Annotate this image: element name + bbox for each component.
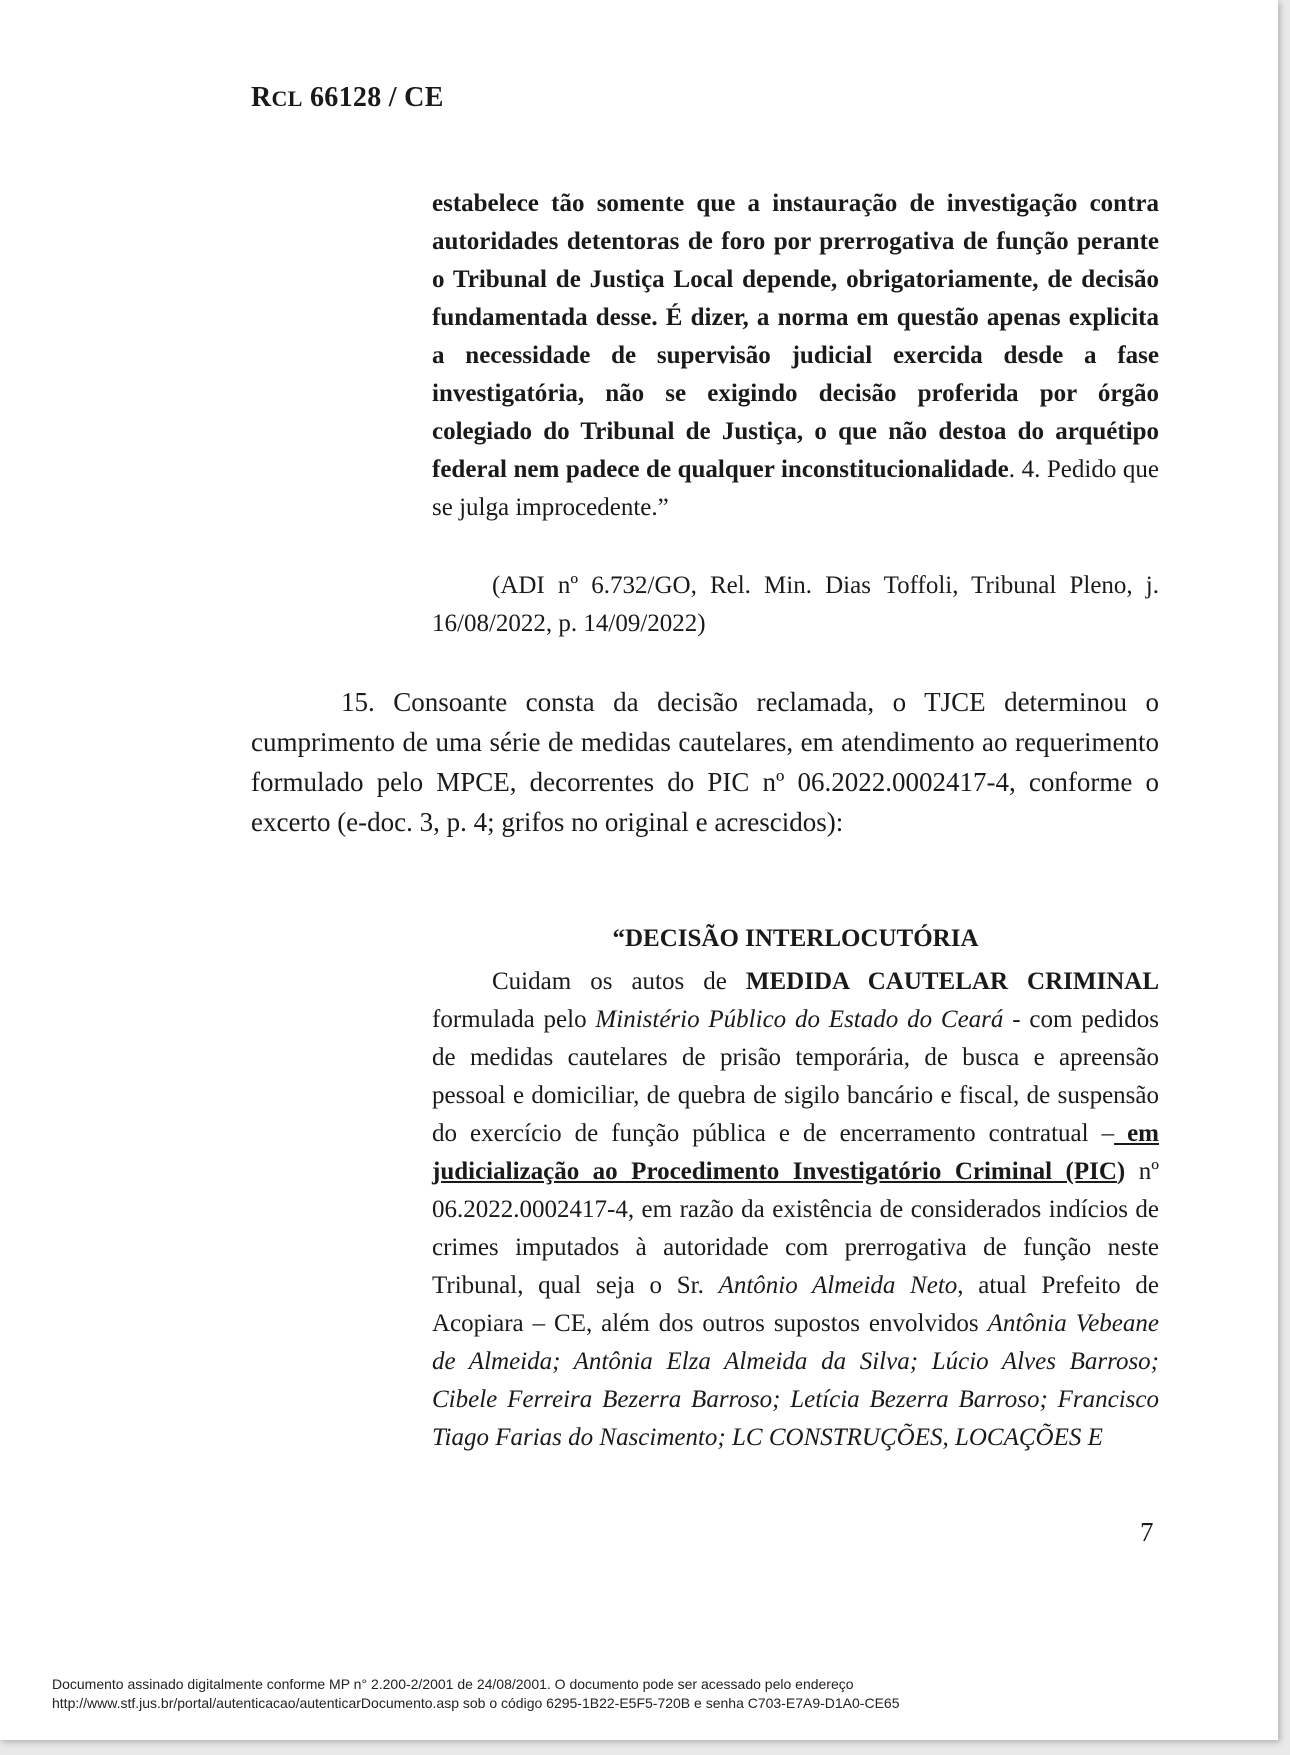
case-number: 66128 / CE	[302, 82, 444, 113]
case-prefix-small: CL	[271, 86, 303, 111]
quoted-ementa	[432, 185, 1159, 527]
quoted-ementa-end: . 4. Pedido que se julga improcedente.”	[432, 456, 1159, 521]
decision-bold-2: )	[1116, 1158, 1126, 1185]
decision-underlined: em judicialização ao Procedimento Investigatório Criminal (PIC	[432, 1120, 1160, 1185]
decision-text-1: Cuidam os autos de	[492, 968, 746, 995]
decision-italic-3: Antônia Vebeane de Almeida; Antônia Elza Almeida da Silva; Lúcio Alves Barroso; Cibele Ferreira Bezerra Barroso; Letícia Bezerra Barroso; Francisco Tiago Farias do Nascimento; LC CONSTRUÇÕES, LOCAÇÕES E	[432, 1310, 1159, 1451]
case-prefix: R	[251, 82, 272, 113]
footer-line-2: http://www.stf.jus.br/portal/autenticacao/autenticarDocumento.asp sob o código 6295-1B22-E5F5-720B e senha C703-E7A9-D1A0-CE65	[52, 1695, 900, 1711]
decision-bold-1: MEDIDA CAUTELAR CRIMINAL	[745, 968, 1159, 995]
citation: (ADI nº 6.732/GO, Rel. Min. Dias Toffoli, Tribunal Pleno, j. 16/08/2022, p. 14/09/2022)	[432, 572, 1159, 637]
decision-body	[432, 963, 1159, 1457]
paragraph-15: 15. Consoante consta da decisão reclamada, o TJCE determinou o cumprimento de uma série de medidas cautelares, em atendimento ao requerimento formulado pelo MPCE, decorrentes do PIC nº 06.2022.0002417-4, conforme o excerto (e-doc. 3, p. 4; grifos no original e acrescidos):	[251, 687, 1159, 837]
decision-text-5: , atual Prefeito de Acopiara – CE, além dos outros supostos envolvidos	[432, 1272, 1159, 1337]
decision-text-3: - com pedidos de medidas cautelares de prisão temporária, de busca e apreensão pessoal e domiciliar, de quebra de sigilo bancário e fiscal, de suspensão do exercício de função pública e de encerramento contratual –	[432, 1006, 1159, 1147]
page-number: 7	[1140, 1517, 1154, 1547]
decision-title: “DECISÃO INTERLOCUTÓRIA	[612, 925, 979, 952]
footer-line-1: Documento assinado digitalmente conforme MP n° 2.200-2/2001 de 24/08/2001. O documento pode ser acessado pelo endereço	[52, 1676, 854, 1692]
case-header	[251, 82, 444, 114]
decision-italic-1: Ministério Público do Estado do Ceará	[595, 1006, 1004, 1033]
decision-text-2: formulada pelo	[432, 1006, 596, 1033]
decision-text-4: nº 06.2022.0002417-4, em razão da existência de considerados indícios de crimes imputados à autoridade com prerrogativa de função neste Tribunal, qual seja o Sr.	[432, 1158, 1159, 1299]
decision-italic-2: Antônio Almeida Neto	[718, 1272, 958, 1299]
signature-footer	[52, 1675, 900, 1713]
quoted-ementa-bold: estabelece tão somente que a instauração de investigação contra autoridades detentoras de foro por prerrogativa de função perante o Tribunal de Justiça Local depende, obrigatoriamente, de decisão fundamentada desse. É dizer, a norma em questão apenas explicita a necessidade de supervisão judicial exercida desde a fase investigatória, não se exigindo decisão proferida por órgão colegiado do Tribunal de Justiça, o que não destoa do arquétipo federal nem padece de qualquer inconstitucionalidade	[432, 190, 1159, 483]
